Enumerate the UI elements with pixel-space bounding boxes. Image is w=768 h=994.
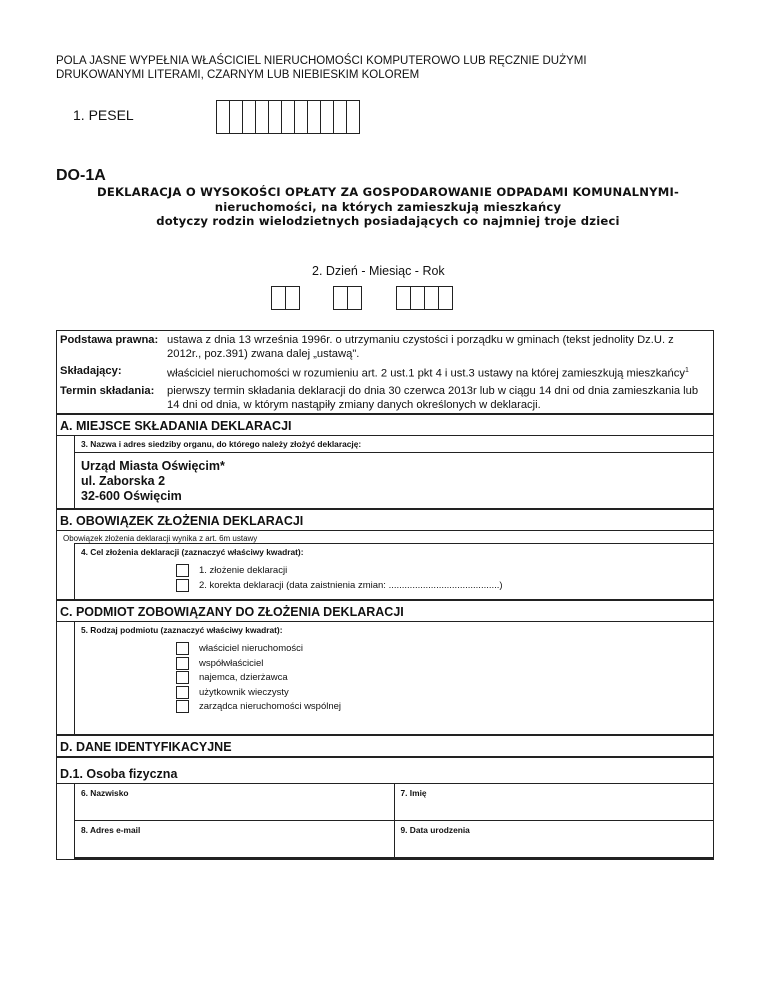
month-digit-box[interactable]: [333, 286, 348, 310]
purpose-checklist: [176, 560, 713, 599]
checkbox[interactable]: [176, 686, 189, 699]
declaration-form: [56, 330, 714, 860]
deadline-value: pierwszy termin składania deklaracji do dnia 30 czerwca 2013r lub w ciągu 14 dni od dnia zamieszkania lub 14 dni od dnia, w którym nastąpiły zmiany danych określonych w deklaracji.: [167, 384, 699, 411]
pesel-digit-box[interactable]: [269, 100, 282, 134]
name-row: [75, 784, 713, 820]
address-line2: ul. Zaborska 2: [81, 473, 166, 488]
pesel-digit-box[interactable]: [230, 100, 243, 134]
field-4-label: 4. Cel złożenia deklaracji (zaznaczyć właściwy kwadrat):: [81, 546, 304, 557]
entity-option[interactable]: [176, 656, 713, 671]
info-row-filer: [57, 362, 713, 382]
section-d-title: D. DANE IDENTYFIKACYJNE: [57, 734, 713, 757]
first-name-field[interactable]: [394, 784, 714, 820]
field-3-label: 3. Nazwa i adres siedziby organu, do którego należy złożyć deklarację:: [75, 436, 713, 453]
title-line3: dotyczy rodzin wielodzietnych posiadających co najmniej troje dzieci: [156, 214, 620, 228]
contact-row: [75, 820, 713, 859]
section-a-body: [74, 436, 713, 508]
section-d1-body: [74, 784, 713, 859]
email-field[interactable]: [75, 821, 394, 857]
purpose-option[interactable]: [176, 564, 713, 579]
info-row-basis: [57, 331, 713, 362]
section-b-body: [74, 543, 713, 599]
info-block: [57, 331, 713, 413]
section-b-title: B. OBOWIĄZEK ZŁOŻENIA DEKLARACJI: [57, 508, 713, 531]
year-digit-box[interactable]: [439, 286, 453, 310]
purpose-option[interactable]: [176, 578, 713, 593]
year-digit-box[interactable]: [396, 286, 411, 310]
day-digit-box[interactable]: [286, 286, 300, 310]
title-line2: nieruchomości, na których zamieszkują mieszkańcy: [214, 199, 562, 214]
checkbox[interactable]: [176, 579, 189, 592]
header-note-line1: POLA JASNE WYPEŁNIA WŁAŚCICIEL NIERUCHOMOŚCI KOMPUTEROWO LUB RĘCZNIE DUŻYMI: [56, 55, 587, 67]
pesel-digit-box[interactable]: [216, 100, 230, 134]
section-b-note: Obowiązek złożenia deklaracji wynika z art. 6m ustawy: [63, 533, 258, 543]
pesel-label: 1. PESEL: [73, 107, 134, 123]
section-d1-title: D.1. Osoba fizyczna: [57, 757, 713, 784]
month-input[interactable]: [333, 286, 362, 310]
basis-key: Podstawa prawna:: [60, 334, 159, 346]
entity-option[interactable]: [176, 671, 713, 686]
date-label: 2. Dzień - Miesiąc - Rok: [312, 264, 445, 278]
info-row-deadline: [57, 382, 713, 413]
pesel-digit-box[interactable]: [256, 100, 269, 134]
declaration-title: [56, 185, 720, 229]
entity-option[interactable]: [176, 685, 713, 700]
checkbox[interactable]: [176, 642, 189, 655]
basis-value: ustawa z dnia 13 września 1996r. o utrzymaniu czystości i porządku w gminach (tekst jednolity Dz.U. z 2012r., poz.391) zwana dalej „ustawą".: [167, 334, 674, 360]
filer-key: Składający:: [60, 365, 122, 377]
option-label: użytkownik wieczysty: [199, 686, 289, 698]
year-digit-box[interactable]: [425, 286, 439, 310]
entity-option[interactable]: [176, 642, 713, 657]
pesel-input[interactable]: [216, 100, 360, 134]
first-name-label: 7. Imię: [400, 788, 427, 799]
year-input[interactable]: [396, 286, 453, 310]
footnote-marker: 1: [684, 367, 689, 374]
birth-date-label: 9. Data urodzenia: [400, 825, 470, 836]
option-label: zarządca nieruchomości wspólnej: [199, 701, 342, 713]
option-label: współwłaściciel: [199, 657, 264, 669]
option-label: 2. korekta deklaracji (data zaistnienia zmian: ..........................................): [199, 579, 503, 591]
field-5-label: 5. Rodzaj podmiotu (zaznaczyć właściwy kwadrat):: [81, 624, 283, 635]
filer-value-wrap: [167, 364, 711, 381]
header-note-line2: DRUKOWANYMI LITERAMI, CZARNYM LUB NIEBIESKIM KOLOREM: [56, 69, 420, 81]
pesel-digit-box[interactable]: [282, 100, 295, 134]
option-label: 1. złożenie deklaracji: [199, 565, 288, 577]
authority-address: [75, 453, 713, 508]
section-a-title: A. MIEJSCE SKŁADANIA DEKLARACJI: [57, 413, 713, 436]
surname-field[interactable]: [75, 784, 394, 820]
birth-date-field[interactable]: [394, 821, 714, 857]
email-label: 8. Adres e-mail: [81, 825, 141, 836]
checkbox[interactable]: [176, 657, 189, 670]
year-digit-box[interactable]: [411, 286, 425, 310]
month-digit-box[interactable]: [348, 286, 362, 310]
surname-label: 6. Nazwisko: [81, 788, 129, 799]
pesel-digit-box[interactable]: [308, 100, 321, 134]
section-c-title: C. PODMIOT ZOBOWIĄZANY DO ZŁOŻENIA DEKLARACJI: [57, 599, 713, 622]
section-c-body: [74, 622, 713, 735]
option-label: właściciel nieruchomości: [199, 643, 304, 655]
address-line1: Urząd Miasta Oświęcim*: [81, 458, 225, 473]
filer-value: właściciel nieruchomości w rozumieniu art. 2 ust.1 pkt 4 i ust.3 ustawy na której zamieszkują mieszkańcy: [167, 367, 685, 380]
address-line3: 32-600 Oświęcim: [81, 488, 182, 503]
checkbox[interactable]: [176, 700, 189, 713]
entity-option[interactable]: [176, 700, 713, 715]
pesel-digit-box[interactable]: [295, 100, 308, 134]
day-input[interactable]: [271, 286, 300, 310]
pesel-digit-box[interactable]: [347, 100, 360, 134]
option-label: najemca, dzierżawca: [199, 672, 288, 684]
deadline-key: Termin składania:: [60, 384, 155, 397]
form-code: DO-1A: [56, 167, 106, 184]
checkbox[interactable]: [176, 671, 189, 684]
header-note: [56, 54, 587, 82]
day-digit-box[interactable]: [271, 286, 286, 310]
title-line1: DEKLARACJA O WYSOKOŚCI OPŁATY ZA GOSPODAROWANIE ODPADAMI KOMUNALNYMI-: [97, 185, 679, 199]
pesel-digit-box[interactable]: [321, 100, 334, 134]
checkbox[interactable]: [176, 564, 189, 577]
pesel-digit-box[interactable]: [334, 100, 347, 134]
entity-checklist: [176, 638, 713, 735]
pesel-digit-box[interactable]: [243, 100, 256, 134]
